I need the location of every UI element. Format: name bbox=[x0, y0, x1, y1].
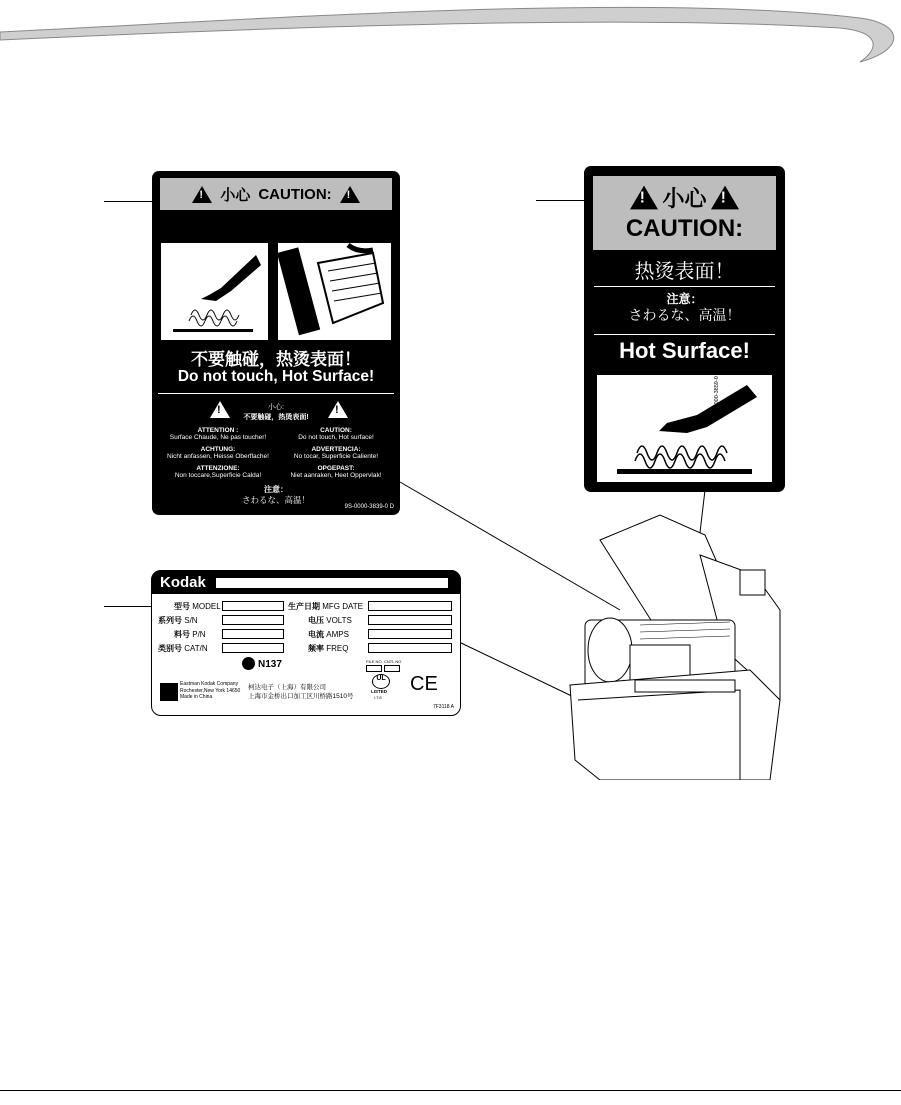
printer-illustration bbox=[540, 500, 800, 780]
lang-fr: ATTENTION : Surface Chaude, Ne pas toucher! bbox=[169, 427, 267, 442]
small-cn-text: 不要触碰，热烫表面! bbox=[243, 414, 309, 421]
field-box bbox=[222, 629, 284, 639]
field-box bbox=[222, 615, 284, 625]
rating-plate bbox=[151, 570, 461, 716]
field-amps: 电流 AMPS bbox=[308, 630, 349, 639]
field-box bbox=[368, 601, 452, 611]
divider bbox=[594, 334, 775, 335]
printer-roller-pictogram bbox=[278, 243, 391, 340]
part-number: 9S-0000-3859-0 C bbox=[714, 370, 720, 416]
field-sn: 系列号 S/N bbox=[158, 616, 198, 625]
warning-triangle-icon bbox=[340, 186, 360, 203]
file-no: FILE NO bbox=[366, 659, 382, 664]
company-en: Eastman Kodak Company Rochester,New York 14650 Made in China bbox=[180, 681, 241, 700]
ul-listed: LISTED bbox=[371, 689, 388, 694]
hand-heat-pictogram bbox=[597, 375, 772, 482]
divider bbox=[158, 393, 394, 394]
roller-icon bbox=[278, 243, 391, 340]
field-pn: 料号 P/N bbox=[174, 630, 206, 639]
file-no-box bbox=[366, 665, 382, 672]
header-cn: 小心 bbox=[220, 186, 251, 204]
caution-label-header bbox=[160, 178, 392, 210]
hot-surface-label bbox=[584, 166, 785, 492]
field-catn: 类别号 CAT/N bbox=[158, 644, 208, 653]
hand-icon bbox=[597, 375, 772, 482]
hand-icon bbox=[161, 243, 268, 340]
jp-title: 注意： bbox=[666, 292, 703, 306]
jp-text: さわるな、高温！ bbox=[628, 307, 741, 323]
field-mfg-date: 生产日期 MFG DATE bbox=[288, 602, 363, 611]
jp-title: 注意： bbox=[264, 485, 288, 494]
hot-en: Hot Surface! bbox=[619, 338, 750, 363]
hand-heat-pictogram bbox=[161, 243, 268, 340]
warning-en: Do not touch, Hot Surface! bbox=[177, 368, 375, 385]
header-cn: 小心 bbox=[662, 186, 707, 211]
field-model: 型号 MODEL bbox=[174, 602, 221, 611]
c-tick-icon bbox=[242, 657, 255, 670]
ul-ite: I.T.E bbox=[374, 695, 383, 700]
lang-es: ADVERTENCIA: No tocar, Superficie Caliente! bbox=[293, 446, 379, 461]
divider bbox=[594, 286, 775, 287]
hot-cn: 热烫表面！ bbox=[634, 261, 735, 283]
kodak-logo-icon bbox=[160, 683, 178, 701]
ul-mark-icon: UL bbox=[372, 674, 390, 689]
brand: Kodak bbox=[160, 574, 206, 591]
part-number: 9S-0000-3839-0 D bbox=[344, 504, 394, 510]
field-box bbox=[368, 643, 452, 653]
warning-triangle-icon bbox=[192, 186, 212, 203]
cntl-no: CNTL NO bbox=[384, 659, 402, 664]
warning-triangle-icon bbox=[711, 186, 739, 210]
lang-de: ACHTUNG: Nicht anfassen, Heisse Oberflache! bbox=[167, 446, 269, 461]
cntl-no-box bbox=[384, 665, 400, 672]
field-box bbox=[222, 643, 284, 653]
ce-mark: CE bbox=[410, 673, 438, 695]
jp-text: さわるな、高温！ bbox=[241, 495, 310, 505]
field-box bbox=[368, 615, 452, 625]
field-freq: 频率 FREQ bbox=[308, 644, 349, 653]
small-cn-title: 小心: bbox=[268, 404, 284, 411]
field-volts: 电压 VOLTS bbox=[308, 616, 352, 625]
brand-bar bbox=[216, 578, 448, 588]
company-cn: 柯达电子（上海）有限公司 上海市金桥出口加工区川桥路1510号 bbox=[248, 684, 354, 701]
footer-rule bbox=[0, 1090, 901, 1091]
lang-it: ATTENZIONE: Non toccare,Superficie Calda! bbox=[174, 465, 262, 480]
header-en: CAUTION: bbox=[625, 215, 744, 242]
lang-nl: OPGEPAST: Niet aanraken, Heet Oppervlak! bbox=[290, 465, 382, 480]
field-box bbox=[368, 629, 452, 639]
cert-code: N137 bbox=[258, 659, 282, 670]
warning-triangle-icon bbox=[630, 186, 658, 210]
lang-en: CAUTION: Do not touch, Hot surface! bbox=[298, 427, 374, 442]
hot-label-header bbox=[593, 176, 776, 250]
caution-label bbox=[152, 171, 400, 515]
plate-part-number: 7F3118 A bbox=[432, 704, 454, 710]
header-en: CAUTION: bbox=[258, 185, 332, 203]
field-box bbox=[222, 601, 284, 611]
warning-cn: 不要触碰，热烫表面！ bbox=[191, 350, 361, 369]
